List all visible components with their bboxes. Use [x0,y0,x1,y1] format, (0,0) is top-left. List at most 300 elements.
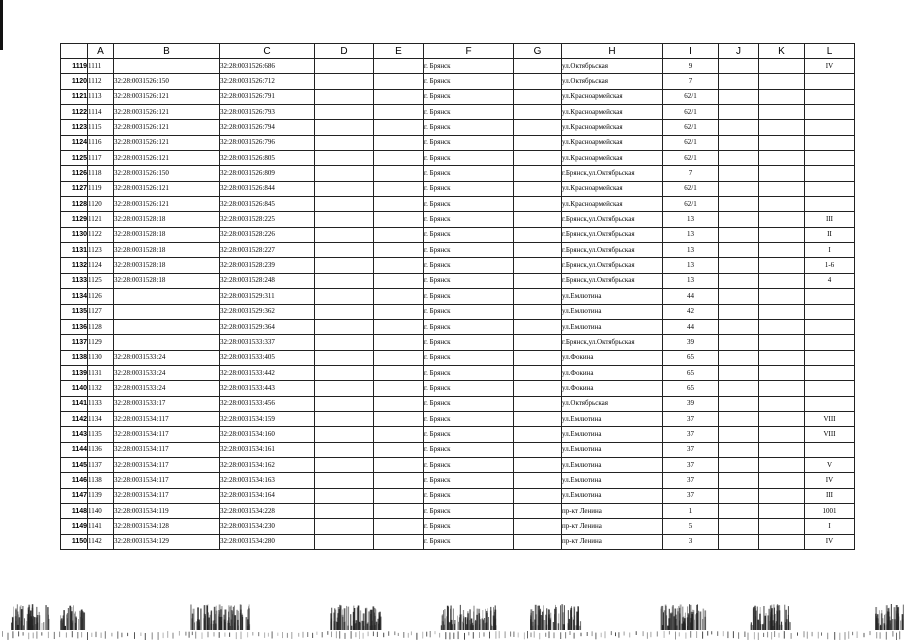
cell-g[interactable] [514,120,562,135]
cell-f[interactable]: г. Брянск [424,381,514,396]
cell-b[interactable]: 32:28:0031526:121 [114,120,220,135]
row-number[interactable]: 1138 [61,350,88,365]
cell-b[interactable]: 32:28:0031528:18 [114,273,220,288]
cell-e[interactable] [374,396,424,411]
row-number[interactable]: 1141 [61,396,88,411]
cell-l[interactable]: IV [805,59,855,74]
cell-e[interactable] [374,273,424,288]
cell-l[interactable] [805,442,855,457]
cell-a[interactable]: 1114 [88,105,114,120]
cell-j[interactable] [719,89,759,104]
cell-d[interactable] [315,442,374,457]
cell-e[interactable] [374,350,424,365]
cell-i[interactable]: 37 [663,488,719,503]
cell-h[interactable]: ул.Красноармейская [562,89,663,104]
row-number[interactable]: 1148 [61,503,88,518]
column-header-i[interactable]: I [663,44,719,59]
cell-i[interactable]: 13 [663,227,719,242]
cell-l[interactable]: IV [805,473,855,488]
cell-c[interactable]: 32:28:0031533:442 [220,365,315,380]
cell-c[interactable]: 32:28:0031534:228 [220,503,315,518]
cell-d[interactable] [315,212,374,227]
cell-f[interactable]: г. Брянск [424,427,514,442]
cell-c[interactable]: 32:28:0031526:844 [220,181,315,196]
cell-k[interactable] [759,350,805,365]
cell-k[interactable] [759,74,805,89]
cell-j[interactable] [719,411,759,426]
cell-j[interactable] [719,74,759,89]
cell-f[interactable]: г. Брянск [424,135,514,150]
cell-f[interactable]: г. Брянск [424,396,514,411]
row-number[interactable]: 1126 [61,166,88,181]
cell-b[interactable]: 32:28:0031534:117 [114,488,220,503]
cell-k[interactable] [759,442,805,457]
cell-j[interactable] [719,365,759,380]
cell-b[interactable]: 32:28:0031534:128 [114,519,220,534]
cell-k[interactable] [759,181,805,196]
cell-a[interactable]: 1120 [88,197,114,212]
cell-c[interactable]: 32:28:0031526:809 [220,166,315,181]
cell-b[interactable]: 32:28:0031526:150 [114,74,220,89]
row-number[interactable]: 1120 [61,74,88,89]
cell-h[interactable]: ул.Красноармейская [562,135,663,150]
cell-j[interactable] [719,105,759,120]
cell-j[interactable] [719,227,759,242]
cell-l[interactable] [805,289,855,304]
cell-l[interactable]: 1001 [805,503,855,518]
cell-g[interactable] [514,411,562,426]
cell-i[interactable]: 62/1 [663,151,719,166]
cell-e[interactable] [374,319,424,334]
cell-e[interactable] [374,59,424,74]
cell-g[interactable] [514,396,562,411]
cell-a[interactable]: 1142 [88,534,114,549]
cell-h[interactable]: ул.Октябрьская [562,74,663,89]
cell-e[interactable] [374,442,424,457]
cell-k[interactable] [759,212,805,227]
row-number[interactable]: 1127 [61,181,88,196]
cell-d[interactable] [315,427,374,442]
cell-f[interactable]: г. Брянск [424,227,514,242]
row-number[interactable]: 1135 [61,304,88,319]
cell-g[interactable] [514,243,562,258]
cell-l[interactable]: IV [805,534,855,549]
cell-k[interactable] [759,319,805,334]
row-number[interactable]: 1132 [61,258,88,273]
cell-b[interactable]: 32:28:0031534:117 [114,442,220,457]
cell-k[interactable] [759,381,805,396]
cell-f[interactable]: г. Брянск [424,534,514,549]
cell-j[interactable] [719,319,759,334]
cell-l[interactable] [805,74,855,89]
cell-i[interactable]: 13 [663,212,719,227]
cell-k[interactable] [759,289,805,304]
cell-i[interactable]: 42 [663,304,719,319]
row-number[interactable]: 1123 [61,120,88,135]
cell-f[interactable]: г. Брянск [424,212,514,227]
cell-d[interactable] [315,181,374,196]
cell-a[interactable]: 1124 [88,258,114,273]
row-number[interactable]: 1130 [61,227,88,242]
cell-i[interactable]: 5 [663,519,719,534]
cell-c[interactable]: 32:28:0031526:791 [220,89,315,104]
cell-a[interactable]: 1136 [88,442,114,457]
cell-f[interactable]: г. Брянск [424,350,514,365]
cell-a[interactable]: 1137 [88,457,114,472]
cell-h[interactable]: пр-кт Ленина [562,503,663,518]
cell-b[interactable]: 32:28:0031526:121 [114,151,220,166]
cell-a[interactable]: 1140 [88,503,114,518]
cell-c[interactable]: 32:28:0031528:239 [220,258,315,273]
cell-c[interactable]: 32:28:0031534:164 [220,488,315,503]
cell-g[interactable] [514,427,562,442]
cell-k[interactable] [759,89,805,104]
cell-j[interactable] [719,135,759,150]
cell-i[interactable]: 37 [663,427,719,442]
cell-h[interactable]: ул.Красноармейская [562,120,663,135]
cell-j[interactable] [719,212,759,227]
cell-l[interactable]: II [805,227,855,242]
cell-i[interactable]: 7 [663,166,719,181]
cell-b[interactable] [114,289,220,304]
cell-j[interactable] [719,151,759,166]
column-header-f[interactable]: F [424,44,514,59]
cell-i[interactable]: 37 [663,473,719,488]
cell-b[interactable]: 32:28:0031534:119 [114,503,220,518]
cell-j[interactable] [719,427,759,442]
cell-l[interactable] [805,166,855,181]
cell-k[interactable] [759,411,805,426]
cell-k[interactable] [759,473,805,488]
cell-e[interactable] [374,411,424,426]
cell-l[interactable] [805,181,855,196]
cell-a[interactable]: 1138 [88,473,114,488]
cell-d[interactable] [315,411,374,426]
cell-e[interactable] [374,519,424,534]
row-number[interactable]: 1144 [61,442,88,457]
cell-a[interactable]: 1118 [88,166,114,181]
row-number[interactable]: 1149 [61,519,88,534]
row-number[interactable]: 1125 [61,151,88,166]
cell-d[interactable] [315,335,374,350]
cell-l[interactable] [805,89,855,104]
cell-g[interactable] [514,473,562,488]
cell-a[interactable]: 1133 [88,396,114,411]
cell-a[interactable]: 1119 [88,181,114,196]
cell-l[interactable] [805,304,855,319]
cell-h[interactable]: г.Брянск,ул.Октябрьская [562,243,663,258]
cell-l[interactable] [805,319,855,334]
cell-i[interactable]: 1 [663,503,719,518]
cell-c[interactable]: 32:28:0031534:163 [220,473,315,488]
cell-l[interactable] [805,350,855,365]
cell-e[interactable] [374,289,424,304]
cell-g[interactable] [514,166,562,181]
cell-j[interactable] [719,381,759,396]
cell-b[interactable] [114,59,220,74]
cell-f[interactable]: г. Брянск [424,243,514,258]
cell-j[interactable] [719,197,759,212]
cell-g[interactable] [514,365,562,380]
cell-d[interactable] [315,488,374,503]
cell-d[interactable] [315,473,374,488]
cell-h[interactable]: ул.Емлютина [562,304,663,319]
cell-g[interactable] [514,304,562,319]
cell-i[interactable]: 62/1 [663,181,719,196]
cell-d[interactable] [315,503,374,518]
cell-l[interactable] [805,396,855,411]
cell-i[interactable]: 37 [663,457,719,472]
cell-k[interactable] [759,135,805,150]
cell-a[interactable]: 1112 [88,74,114,89]
row-number[interactable]: 1119 [61,59,88,74]
cell-e[interactable] [374,488,424,503]
cell-h[interactable]: г.Брянск,ул.Октябрьская [562,335,663,350]
cell-k[interactable] [759,166,805,181]
cell-f[interactable]: г. Брянск [424,273,514,288]
cell-e[interactable] [374,335,424,350]
cell-e[interactable] [374,74,424,89]
cell-a[interactable]: 1131 [88,365,114,380]
cell-b[interactable]: 32:28:0031528:18 [114,258,220,273]
cell-e[interactable] [374,105,424,120]
cell-c[interactable]: 32:28:0031528:248 [220,273,315,288]
cell-g[interactable] [514,105,562,120]
cell-k[interactable] [759,151,805,166]
cell-g[interactable] [514,534,562,549]
cell-k[interactable] [759,335,805,350]
cell-d[interactable] [315,457,374,472]
cell-g[interactable] [514,181,562,196]
column-header-b[interactable]: B [114,44,220,59]
cell-k[interactable] [759,457,805,472]
cell-f[interactable]: г. Брянск [424,411,514,426]
cell-a[interactable]: 1130 [88,350,114,365]
cell-k[interactable] [759,105,805,120]
cell-j[interactable] [719,396,759,411]
cell-c[interactable]: 32:28:0031529:362 [220,304,315,319]
cell-g[interactable] [514,381,562,396]
cell-j[interactable] [719,519,759,534]
cell-f[interactable]: г. Брянск [424,335,514,350]
cell-g[interactable] [514,212,562,227]
cell-f[interactable]: г. Брянск [424,151,514,166]
cell-c[interactable]: 32:28:0031526:794 [220,120,315,135]
cell-h[interactable]: ул.Емлютина [562,319,663,334]
cell-c[interactable]: 32:28:0031533:337 [220,335,315,350]
column-header-g[interactable]: G [514,44,562,59]
cell-e[interactable] [374,365,424,380]
cell-d[interactable] [315,197,374,212]
cell-h[interactable]: ул.Красноармейская [562,105,663,120]
cell-l[interactable]: VIII [805,411,855,426]
cell-j[interactable] [719,534,759,549]
cell-f[interactable]: г. Брянск [424,120,514,135]
cell-k[interactable] [759,227,805,242]
cell-h[interactable]: пр-кт Ленина [562,534,663,549]
row-number[interactable]: 1145 [61,457,88,472]
cell-d[interactable] [315,319,374,334]
cell-e[interactable] [374,243,424,258]
cell-h[interactable]: г.Брянск,ул.Октябрьская [562,258,663,273]
cell-e[interactable] [374,151,424,166]
cell-d[interactable] [315,59,374,74]
cell-c[interactable]: 32:28:0031534:159 [220,411,315,426]
cell-h[interactable]: ул.Емлютина [562,473,663,488]
cell-b[interactable]: 32:28:0031526:121 [114,89,220,104]
cell-d[interactable] [315,258,374,273]
column-header-h[interactable]: H [562,44,663,59]
cell-k[interactable] [759,503,805,518]
cell-c[interactable]: 32:28:0031526:796 [220,135,315,150]
cell-l[interactable] [805,105,855,120]
cell-i[interactable]: 62/1 [663,120,719,135]
cell-b[interactable]: 32:28:0031528:18 [114,227,220,242]
cell-e[interactable] [374,197,424,212]
cell-l[interactable] [805,135,855,150]
cell-e[interactable] [374,212,424,227]
cell-f[interactable]: г. Брянск [424,503,514,518]
cell-k[interactable] [759,197,805,212]
row-number[interactable]: 1137 [61,335,88,350]
cell-f[interactable]: г. Брянск [424,59,514,74]
cell-c[interactable]: 32:28:0031534:160 [220,427,315,442]
cell-e[interactable] [374,503,424,518]
cell-i[interactable]: 65 [663,350,719,365]
cell-h[interactable]: г.Брянск,ул.Октябрьская [562,166,663,181]
cell-d[interactable] [315,89,374,104]
row-number[interactable]: 1140 [61,381,88,396]
cell-c[interactable]: 32:28:0031534:230 [220,519,315,534]
cell-e[interactable] [374,457,424,472]
cell-g[interactable] [514,258,562,273]
row-number[interactable]: 1131 [61,243,88,258]
cell-b[interactable]: 32:28:0031534:117 [114,457,220,472]
cell-j[interactable] [719,503,759,518]
cell-k[interactable] [759,258,805,273]
cell-h[interactable]: ул.Емлютина [562,289,663,304]
cell-j[interactable] [719,243,759,258]
cell-g[interactable] [514,457,562,472]
cell-g[interactable] [514,335,562,350]
cell-l[interactable] [805,197,855,212]
cell-c[interactable]: 32:28:0031529:364 [220,319,315,334]
cell-l[interactable] [805,335,855,350]
cell-i[interactable]: 39 [663,396,719,411]
cell-a[interactable]: 1139 [88,488,114,503]
row-number[interactable]: 1136 [61,319,88,334]
cell-j[interactable] [719,457,759,472]
cell-a[interactable]: 1121 [88,212,114,227]
cell-a[interactable]: 1128 [88,319,114,334]
cell-f[interactable]: г. Брянск [424,442,514,457]
cell-a[interactable]: 1135 [88,427,114,442]
cell-j[interactable] [719,350,759,365]
cell-g[interactable] [514,59,562,74]
cell-d[interactable] [315,120,374,135]
cell-e[interactable] [374,258,424,273]
cell-l[interactable]: I [805,243,855,258]
cell-h[interactable]: пр-кт Ленина [562,519,663,534]
cell-h[interactable]: ул.Емлютина [562,457,663,472]
cell-c[interactable]: 32:28:0031526:712 [220,74,315,89]
cell-f[interactable]: г. Брянск [424,457,514,472]
row-number[interactable]: 1143 [61,427,88,442]
cell-f[interactable]: г. Брянск [424,519,514,534]
cell-b[interactable]: 32:28:0031533:24 [114,381,220,396]
cell-f[interactable]: г. Брянск [424,365,514,380]
cell-i[interactable]: 62/1 [663,105,719,120]
cell-e[interactable] [374,473,424,488]
cell-c[interactable]: 32:28:0031534:161 [220,442,315,457]
cell-b[interactable]: 32:28:0031534:117 [114,427,220,442]
cell-j[interactable] [719,166,759,181]
cell-j[interactable] [719,181,759,196]
cell-f[interactable]: г. Брянск [424,488,514,503]
cell-j[interactable] [719,258,759,273]
cell-c[interactable]: 32:28:0031533:443 [220,381,315,396]
cell-h[interactable]: ул.Емлютина [562,488,663,503]
cell-j[interactable] [719,442,759,457]
cell-a[interactable]: 1134 [88,411,114,426]
row-number[interactable]: 1142 [61,411,88,426]
cell-d[interactable] [315,243,374,258]
cell-l[interactable]: V [805,457,855,472]
cell-c[interactable]: 32:28:0031528:227 [220,243,315,258]
cell-e[interactable] [374,181,424,196]
cell-e[interactable] [374,227,424,242]
cell-i[interactable]: 62/1 [663,197,719,212]
cell-l[interactable]: III [805,212,855,227]
row-number[interactable]: 1128 [61,197,88,212]
cell-a[interactable]: 1132 [88,381,114,396]
cell-a[interactable]: 1127 [88,304,114,319]
cell-c[interactable]: 32:28:0031533:405 [220,350,315,365]
cell-i[interactable]: 37 [663,411,719,426]
cell-i[interactable]: 65 [663,365,719,380]
column-header-e[interactable]: E [374,44,424,59]
row-number[interactable]: 1146 [61,473,88,488]
cell-h[interactable]: ул.Емлютина [562,427,663,442]
cell-c[interactable]: 32:28:0031534:162 [220,457,315,472]
cell-l[interactable] [805,151,855,166]
cell-e[interactable] [374,304,424,319]
cell-d[interactable] [315,289,374,304]
column-header-c[interactable]: C [220,44,315,59]
cell-a[interactable]: 1115 [88,120,114,135]
cell-a[interactable]: 1141 [88,519,114,534]
cell-e[interactable] [374,381,424,396]
cell-g[interactable] [514,227,562,242]
cell-g[interactable] [514,488,562,503]
column-header-j[interactable]: J [719,44,759,59]
cell-e[interactable] [374,89,424,104]
cell-j[interactable] [719,335,759,350]
cell-f[interactable]: г. Брянск [424,105,514,120]
cell-h[interactable]: ул.Красноармейская [562,151,663,166]
cell-b[interactable]: 32:28:0031526:121 [114,135,220,150]
cell-l[interactable]: I [805,519,855,534]
cell-g[interactable] [514,503,562,518]
column-header-l[interactable]: L [805,44,855,59]
cell-k[interactable] [759,427,805,442]
cell-c[interactable]: 32:28:0031526:805 [220,151,315,166]
cell-e[interactable] [374,166,424,181]
cell-l[interactable]: III [805,488,855,503]
cell-b[interactable] [114,304,220,319]
cell-i[interactable]: 62/1 [663,135,719,150]
cell-b[interactable]: 32:28:0031528:18 [114,212,220,227]
